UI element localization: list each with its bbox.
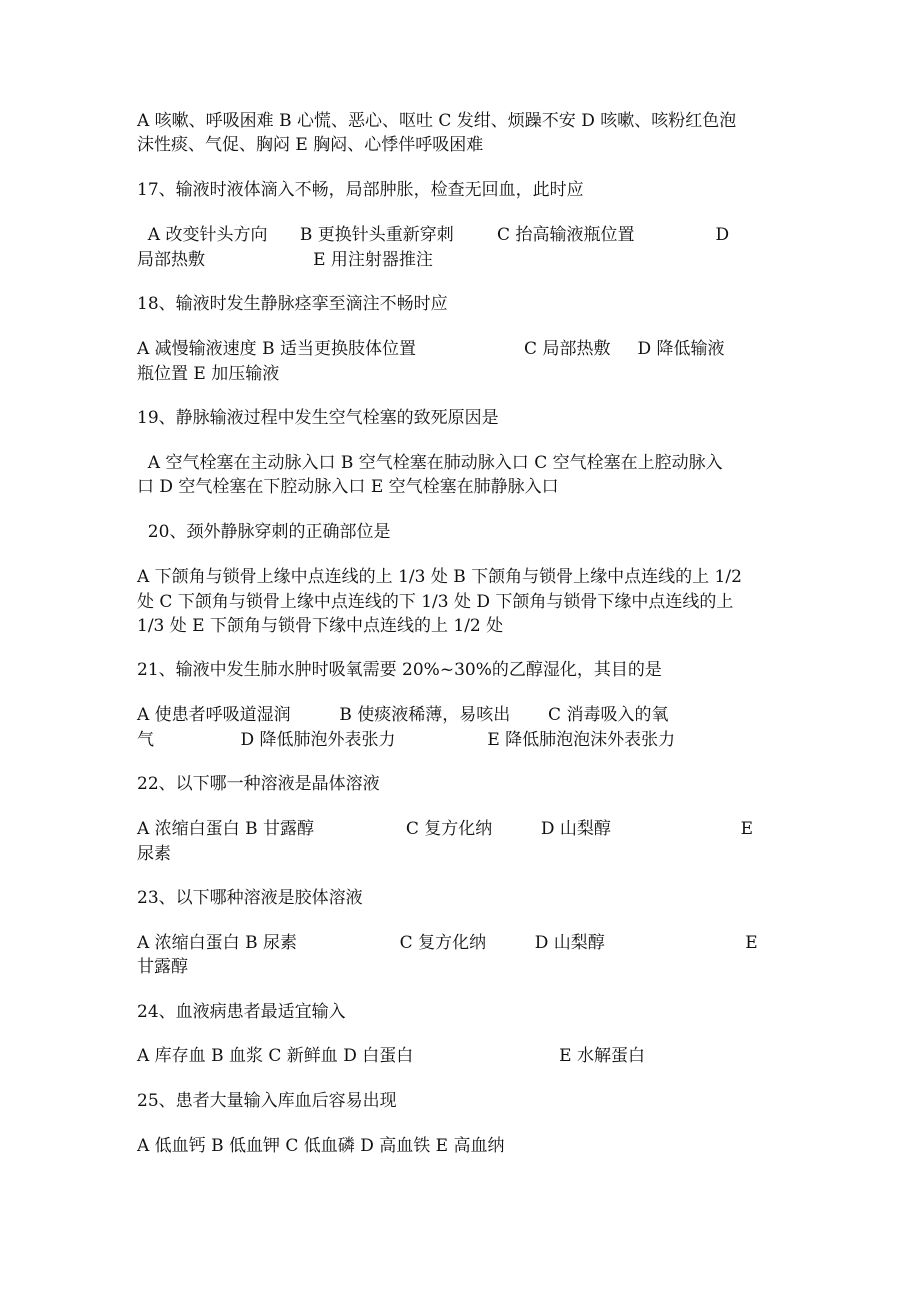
options-line: 1/3 处 E 下颌角与锁骨下缘中点连线的上 1/2 处 [137, 616, 504, 636]
options-line: 沫性痰、气促、胸闷 E 胸闷、心悸伴呼吸困难 [137, 135, 484, 155]
question-22: 22、以下哪一种溶液是晶体溶液 [137, 774, 380, 794]
options-line: 处 C 下颌角与锁骨上缘中点连线的下 1/3 处 D 下颌角与锁骨下缘中点连线的上 [137, 592, 734, 612]
options-line: 瓶位置 E 加压输液 [137, 364, 280, 384]
options-line: A 咳嗽、呼吸困难 B 心慌、恶心、呕吐 C 发绀、烦躁不安 D 咳嗽、咳粉红色泡 [137, 111, 737, 131]
options-line: A 下颌角与锁骨上缘中点连线的上 1/3 处 B 下颌角与锁骨上缘中点连线的上 1/2 [137, 567, 742, 587]
options-line: A 使患者呼吸道湿润 B 使痰液稀薄，易咳出 C 消毒吸入的氧 [137, 705, 669, 725]
question-19: 19、静脉输液过程中发生空气栓塞的致死原因是 [137, 408, 499, 428]
options-line: A 库存血 B 血浆 C 新鲜血 D 白蛋白 E 水解蛋白 [137, 1046, 645, 1066]
options-line: 甘露醇 [137, 957, 188, 977]
options-line: A 低血钙 B 低血钾 C 低血磷 D 高血铁 E 高血纳 [137, 1136, 505, 1156]
options-line: A 浓缩白蛋白 B 尿素 C 复方化纳 D 山梨醇 E [137, 933, 758, 953]
question-24: 24、血液病患者最适宜输入 [137, 1002, 346, 1022]
options-line: 局部热敷 E 用注射器推注 [137, 250, 433, 270]
question-20: 20、颈外静脉穿刺的正确部位是 [137, 522, 391, 542]
question-25: 25、患者大量输入库血后容易出现 [137, 1091, 397, 1111]
options-line: A 浓缩白蛋白 B 甘露醇 C 复方化纳 D 山梨醇 E [137, 819, 754, 839]
options-line: 口 D 空气栓塞在下腔动脉入口 E 空气栓塞在肺静脉入口 [137, 477, 559, 497]
question-23: 23、以下哪种溶液是胶体溶液 [137, 888, 363, 908]
options-line: 气 D 降低肺泡外表张力 E 降低肺泡泡沫外表张力 [137, 730, 676, 750]
options-line: A 改变针头方向 B 更换针头重新穿刺 C 抬高输液瓶位置 D [137, 225, 730, 245]
question-18: 18、输液时发生静脉痉挛至滴注不畅时应 [137, 294, 448, 314]
question-17: 17、输液时液体滴入不畅，局部肿胀，检查无回血，此时应 [137, 180, 584, 200]
options-line: A 空气栓塞在主动脉入口 B 空气栓塞在肺动脉入口 C 空气栓塞在上腔动脉入 [137, 453, 723, 473]
question-21: 21、输液中发生肺水肿时吸氧需要 20%~30%的乙醇湿化，其目的是 [137, 660, 662, 680]
options-line: 尿素 [137, 844, 171, 864]
options-line: A 减慢输液速度 B 适当更换肢体位置 C 局部热敷 D 降低输液 [137, 339, 725, 359]
